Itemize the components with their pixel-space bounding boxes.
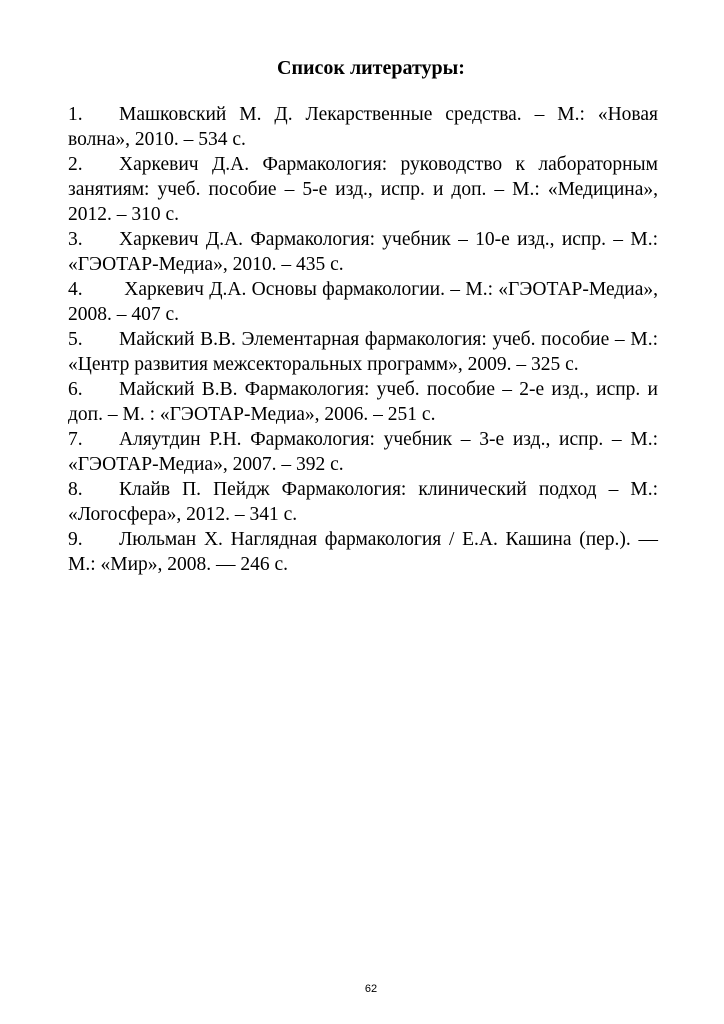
reference-text: Аляутдин Р.Н. Фармакология: учебник – 3-е изд., испр. – М.: «ГЭОТАР-Медиа», 2007. – 392 с. <box>68 429 658 475</box>
reference-text: Харкевич Д.А. Фармакология: учебник – 10-е изд., испр. – М.: «ГЭОТАР-Медиа», 2010. – 435 с. <box>68 229 658 275</box>
reference-number: 9. <box>68 529 83 550</box>
page-title: Список литературы: <box>277 57 465 79</box>
reference-text: Люльман Х. Наглядная фармакология / Е.А. Кашина (пер.). — М.: «Мир», 2008. — 246 с. <box>68 529 658 575</box>
reference-number: 1. <box>68 104 83 125</box>
reference-text: Машковский М. Д. Лекарственные средства. – М.: «Новая волна», 2010. – 534 с. <box>68 104 658 150</box>
reference-number: 2. <box>68 154 83 175</box>
reference-number: 3. <box>68 229 83 250</box>
reference-item <box>68 227 658 277</box>
reference-text: Майский В.В. Элементарная фармакология: учеб. пособие – М.: «Центр развития межсекторальных программ», 2009. – 325 с. <box>68 329 658 375</box>
reference-item <box>68 102 658 152</box>
reference-text: Клайв П. Пейдж Фармакология: клинический подход – М.: «Логосфера», 2012. – 341 с. <box>68 479 658 525</box>
reference-text: Майский В.В. Фармакология: учеб. пособие – 2-е изд., испр. и доп. – М. : «ГЭОТАР-Медиа», 2006. – 251 с. <box>68 379 658 425</box>
reference-item <box>68 427 658 477</box>
reference-item <box>68 377 658 427</box>
reference-number: 5. <box>68 329 83 350</box>
reference-text: Харкевич Д.А. Фармакология: руководство к лабораторным занятиям: учеб. пособие – 5-е изд., испр. и доп. – М.: «Медицина», 2012. – 310 с. <box>68 154 658 225</box>
reference-number: 7. <box>68 429 83 450</box>
reference-item <box>68 477 658 527</box>
reference-text: Харкевич Д.А. Основы фармакологии. – М.: «ГЭОТАР-Медиа», 2008. – 407 с. <box>68 279 658 325</box>
reference-item <box>68 277 658 327</box>
reference-number: 6. <box>68 379 83 400</box>
reference-list <box>68 102 658 577</box>
reference-item <box>68 327 658 377</box>
reference-number: 8. <box>68 479 83 500</box>
reference-item <box>68 152 658 227</box>
page-number: 62 <box>364 983 378 995</box>
reference-item <box>68 527 658 577</box>
reference-number: 4. <box>68 279 83 300</box>
